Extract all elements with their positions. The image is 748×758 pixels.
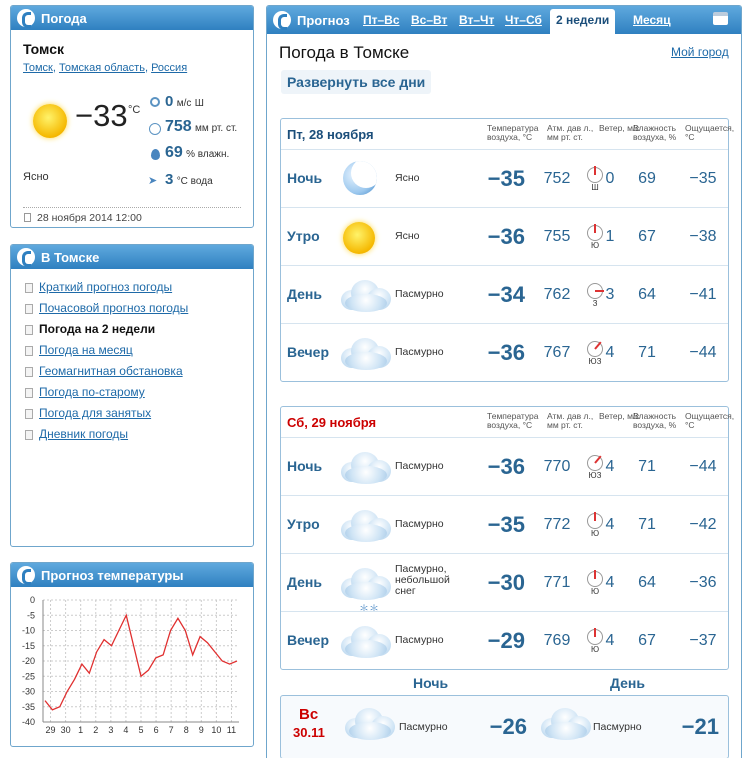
site-logo-icon (17, 566, 35, 584)
condition-text: Пасмурно (395, 346, 444, 358)
condition-text: Пасмурно (395, 288, 444, 300)
city-menu-item[interactable]: Погода по-старому (23, 382, 188, 403)
forecast-row (281, 553, 728, 615)
chart-x-tick: 1 (78, 725, 84, 735)
wind-speed: 4 (605, 632, 615, 649)
temp-chart (11, 588, 253, 746)
period-name: День (287, 574, 322, 590)
chart-x-tick: 10 (211, 725, 222, 735)
site-logo-icon (17, 9, 35, 27)
wind-icon (150, 97, 160, 107)
current-water: 3 °C вода (165, 171, 213, 188)
humidity: 71 (638, 344, 656, 361)
tab-thu-sat[interactable]: Чт–Сб (505, 13, 542, 27)
chart-y-tick: -40 (21, 717, 35, 727)
tab-month[interactable]: Месяц (633, 13, 671, 27)
humidity: 67 (638, 228, 656, 245)
pressure: 769 (543, 632, 571, 649)
column-header: Ветер, м/с (599, 123, 640, 133)
temperature: −29 (487, 628, 525, 653)
humidity: 69 (638, 170, 656, 187)
sun-icon (33, 104, 67, 138)
cloud-icon (337, 334, 393, 372)
condition-text: Пасмурно (395, 634, 444, 646)
current-date: 28 ноября 2014 12:00 (37, 212, 142, 224)
feels-like: −44 (689, 458, 717, 475)
day-block (280, 118, 735, 382)
pressure: 755 (543, 228, 571, 245)
cloud-icon (537, 704, 593, 742)
brief-day-cond: Пасмурно (593, 721, 642, 733)
panel-title: Прогноз температуры (41, 567, 184, 583)
brief-day-name: Вс (299, 706, 319, 723)
chart-x-tick: 8 (183, 725, 189, 735)
city-menu-item[interactable]: Почасовой прогноз погоды (23, 298, 188, 319)
wind-speed: 4 (605, 344, 615, 361)
cloud-icon (337, 506, 393, 544)
current-temp: −33 (75, 98, 128, 133)
period-name: Утро (287, 228, 320, 244)
city-menu-header (11, 245, 253, 269)
chart-y-tick: -15 (21, 640, 35, 651)
temperature: −35 (487, 512, 525, 537)
column-header: Температура воздуха, °C (487, 123, 539, 142)
column-header: Атм. дав л., мм рт. ст. (547, 123, 594, 142)
current-temp-unit: °C (128, 104, 141, 116)
period-name: Вечер (287, 632, 330, 648)
breadcrumb: Томск, Томская область, Россия (23, 62, 188, 74)
site-logo-icon (17, 248, 35, 266)
wind-direction: ЮЗ (588, 471, 602, 480)
wind-speed: 4 (605, 574, 615, 591)
expand-all-button[interactable]: Развернуть все дни (281, 70, 431, 94)
wind-speed: 3 (605, 286, 615, 303)
current-weather-panel (10, 5, 254, 228)
chart-y-tick: 0 (29, 595, 35, 605)
column-header: Температура воздуха, °C (487, 411, 539, 430)
current-condition: Ясно (23, 171, 49, 183)
cloud-icon (337, 622, 393, 660)
column-header: Ветер, м/с (599, 411, 640, 421)
current-pressure: 758 мм рт. ст. (165, 118, 238, 135)
temperature: −34 (487, 282, 525, 307)
wind-speed: 4 (605, 458, 615, 475)
day-block (280, 406, 735, 670)
chart-y-tick: -10 (21, 625, 35, 636)
wind-direction: Ю (590, 587, 600, 596)
pressure: 771 (543, 574, 571, 591)
humidity: 71 (638, 516, 656, 533)
cloud-icon (341, 704, 397, 742)
water-icon: ➤ (148, 175, 158, 187)
humidity: 71 (638, 458, 656, 475)
feels-like: −37 (689, 632, 717, 649)
forecast-row (281, 495, 728, 553)
city-menu-item[interactable]: Краткий прогноз погоды (23, 277, 188, 298)
forecast-row (281, 437, 728, 495)
forecast-title: Прогноз (297, 13, 350, 28)
feels-like: −35 (689, 170, 717, 187)
period-name: Вечер (287, 344, 330, 360)
breadcrumb-city[interactable]: Томск (23, 62, 53, 74)
forecast-row (281, 149, 728, 207)
wind-direction: З (592, 299, 598, 308)
brief-night-cond: Пасмурно (399, 721, 448, 733)
city-menu-panel (10, 244, 254, 547)
wind-direction: Ю (590, 529, 600, 538)
city-name: Томск (23, 41, 65, 57)
wind-speed: 4 (605, 516, 615, 533)
condition-text: Пасмурно (395, 460, 444, 472)
cloud-icon (337, 276, 393, 314)
chart-x-tick: 9 (198, 725, 204, 735)
feels-like: −42 (689, 516, 717, 533)
temp-chart-panel (10, 562, 254, 747)
panel-title: В Томске (41, 249, 100, 265)
city-menu (23, 277, 188, 445)
chart-x-tick: 5 (138, 725, 144, 735)
day-title: Пт, 28 ноября (287, 127, 374, 142)
period-name: Ночь (287, 458, 323, 474)
city-menu-item[interactable]: Погода для занятых (23, 403, 188, 424)
brief-day-temp: −21 (681, 714, 719, 739)
condition-text: Ясно (395, 230, 420, 242)
temp-chart-header (11, 563, 253, 587)
wind-speed: 0 (605, 170, 615, 187)
column-header: Влажность воздуха, % (633, 411, 677, 430)
column-header: Влажность воздуха, % (633, 123, 677, 142)
pressure-icon (149, 123, 161, 135)
chart-x-tick: 11 (226, 725, 237, 735)
tab-two-weeks[interactable]: 2 недели (550, 9, 615, 34)
calendar-icon (24, 213, 31, 222)
pressure: 767 (543, 344, 571, 361)
breadcrumb-country[interactable]: Россия (151, 62, 188, 74)
temperature: −36 (487, 340, 525, 365)
temperature: −30 (487, 570, 525, 595)
temperature: −36 (487, 454, 525, 479)
moon-icon (343, 161, 377, 195)
period-name: День (287, 286, 322, 302)
chart-y-tick: -20 (21, 656, 35, 666)
page-title: Погода в Томске (279, 43, 410, 62)
column-header: Ощущается, °C (685, 123, 735, 142)
tab-fri-sun[interactable]: Пт–Вс (363, 13, 400, 27)
feels-like: −38 (689, 228, 717, 245)
cloud-snow-icon: ＊＊ (337, 564, 393, 602)
temperature: −36 (487, 224, 525, 249)
pressure: 762 (543, 286, 571, 303)
city-menu-item: Погода на 2 недели (23, 319, 188, 340)
humidity: 64 (638, 286, 656, 303)
column-header: Атм. дав л., мм рт. ст. (547, 411, 594, 430)
site-logo-icon (273, 11, 291, 29)
panel-title: Погода (41, 10, 87, 26)
temperature: −35 (487, 166, 525, 191)
chart-y-tick: -35 (21, 701, 35, 712)
current-weather-header (11, 6, 253, 30)
period-name: Утро (287, 516, 320, 532)
breadcrumb-region[interactable]: Томская область (58, 62, 145, 74)
humidity-icon (151, 149, 160, 160)
brief-day-label: День (610, 675, 645, 691)
chart-x-tick: 29 (45, 725, 56, 735)
city-menu-item[interactable]: Геомагнитная обстановка (23, 361, 188, 382)
brief-day-row (280, 695, 729, 758)
chart-y-tick: -30 (21, 686, 35, 697)
divider (23, 207, 241, 208)
print-icon[interactable] (713, 12, 728, 25)
forecast-row (281, 207, 728, 265)
brief-day-date: 30.11 (293, 725, 325, 740)
feels-like: −44 (689, 344, 717, 361)
column-header: Ощущается, °C (685, 411, 735, 430)
current-wind: 0 м/с Ш (165, 93, 204, 110)
forecast-tabs-bar (267, 6, 741, 34)
wind-speed: 1 (605, 228, 615, 245)
humidity: 67 (638, 632, 656, 649)
humidity: 64 (638, 574, 656, 591)
period-name: Ночь (287, 170, 323, 186)
forecast-row (281, 323, 728, 381)
wind-direction: Ю (590, 645, 600, 654)
feels-like: −36 (689, 574, 717, 591)
forecast-row (281, 265, 728, 323)
cloud-icon (337, 448, 393, 486)
sun-icon (343, 222, 375, 254)
feels-like: −41 (689, 286, 717, 303)
chart-x-tick: 3 (108, 725, 114, 735)
my-city-link[interactable]: Мой город (671, 45, 729, 59)
brief-night-temp: −26 (489, 714, 527, 739)
wind-direction: Ш (591, 183, 599, 192)
tab-tue-thu[interactable]: Вт–Чт (459, 13, 495, 27)
chart-x-tick: 4 (123, 725, 129, 735)
condition-text: Пасмурно, небольшой снег (395, 563, 450, 597)
wind-direction: ЮЗ (588, 357, 602, 366)
pressure: 752 (543, 170, 571, 187)
pressure: 770 (543, 458, 571, 475)
chart-x-tick: 2 (93, 725, 99, 735)
brief-night-label: Ночь (413, 675, 449, 691)
condition-text: Пасмурно (395, 518, 444, 530)
chart-x-tick: 6 (153, 725, 159, 735)
city-menu-item[interactable]: Погода на месяц (23, 340, 188, 361)
pressure: 772 (543, 516, 571, 533)
chart-y-tick: -25 (21, 671, 35, 682)
wind-direction: Ю (590, 241, 600, 250)
day-title: Сб, 29 ноября (287, 415, 377, 430)
current-humidity: 69 % влажн. (165, 144, 230, 161)
chart-y-tick: -5 (26, 610, 35, 621)
chart-x-tick: 7 (168, 725, 174, 735)
condition-text: Ясно (395, 172, 420, 184)
tab-sun-tue[interactable]: Вс–Вт (411, 13, 448, 27)
city-menu-item[interactable]: Дневник погоды (23, 424, 188, 445)
forecast-panel (266, 5, 742, 758)
forecast-row (281, 611, 728, 669)
chart-x-tick: 30 (60, 725, 71, 735)
